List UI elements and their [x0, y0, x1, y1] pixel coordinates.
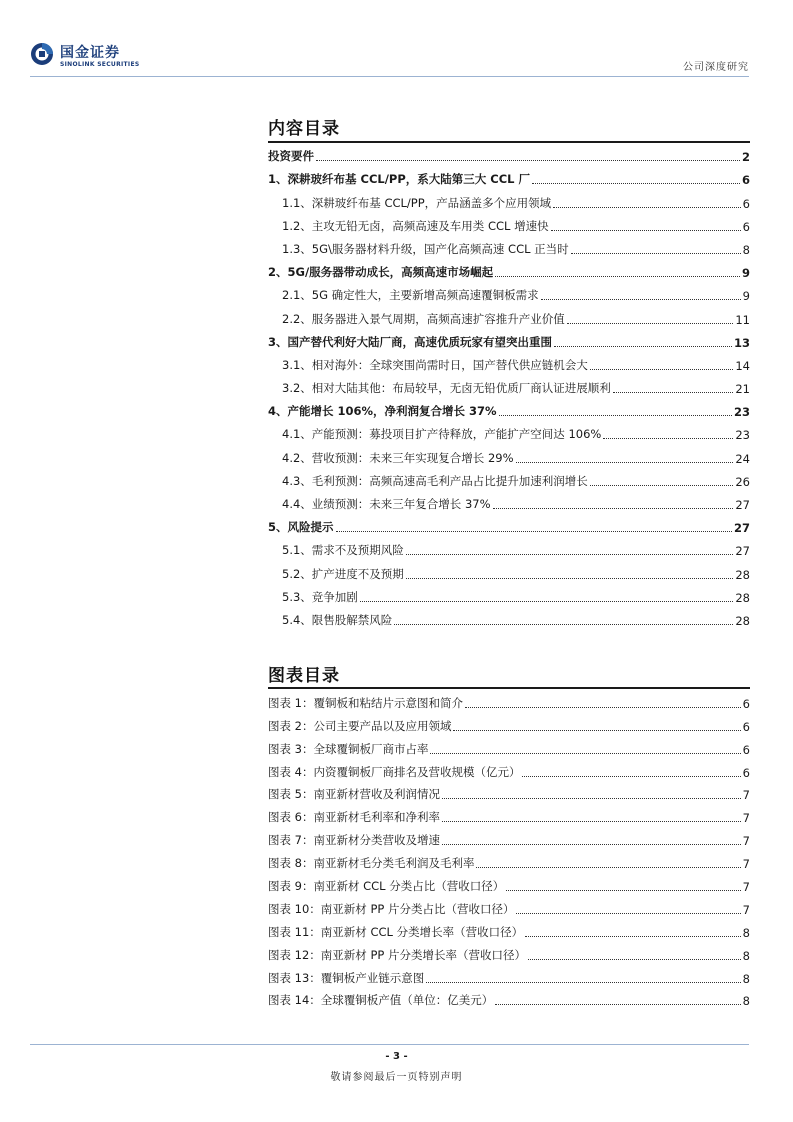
figure-entry[interactable] [268, 850, 750, 873]
figure-entry[interactable] [268, 965, 750, 988]
toc-entry-label: 1、深耕玻纤布基 CCL/PP，系大陆第三大 CCL 厂 [268, 172, 530, 187]
figure-entry[interactable] [268, 759, 750, 782]
figure-entry-label: 图表 6：南亚新材毛利率和净利率 [268, 810, 440, 825]
figure-entry-page: 7 [742, 857, 750, 872]
toc-entry[interactable] [268, 444, 750, 467]
figure-entry-label: 图表 14：全球覆铜板产值（单位：亿美元） [268, 993, 494, 1008]
figure-entry[interactable] [268, 804, 750, 827]
dot-leader [590, 368, 734, 370]
toc-entry-label: 2.1、5G 确定性大，主要新增高频高速覆铜板需求 [282, 288, 539, 303]
toc-entry[interactable] [268, 352, 750, 375]
toc-entry-label: 4.4、业绩预测：未来三年复合增长 37% [282, 497, 491, 511]
table-of-contents [268, 143, 750, 630]
toc-entry-label: 3、国产替代利好大陆厂商，高速优质玩家有望突出重围 [268, 334, 552, 349]
toc-entry-page: 28 [735, 590, 750, 605]
figure-entry-page: 7 [742, 902, 750, 917]
toc-entry-label: 1.3、5G\服务器材料升级，国产化高频高速 CCL 正当时 [282, 241, 569, 256]
dot-leader [426, 981, 740, 983]
figure-entry-page: 6 [742, 719, 750, 734]
dot-leader [453, 729, 740, 731]
toc-entry-page: 24 [735, 451, 750, 466]
toc-entry-page: 27 [735, 498, 750, 512]
list-of-figures [268, 690, 750, 1010]
dot-leader [522, 775, 740, 777]
toc-entry[interactable] [268, 143, 750, 166]
figure-entry-label: 图表 11：南亚新材 CCL 分类增长率（营收口径） [268, 924, 524, 939]
footer-divider [30, 1044, 749, 1045]
figure-entry-label: 图表 9：南亚新材 CCL 分类占比（营收口径） [268, 879, 505, 894]
toc-entry[interactable] [268, 537, 750, 560]
toc-entry-page: 23 [733, 405, 750, 420]
toc-entry-page: 11 [735, 312, 750, 327]
figure-entry[interactable] [268, 919, 750, 942]
figure-entry-page: 7 [742, 788, 750, 803]
dot-leader [603, 437, 733, 439]
dot-leader [553, 206, 741, 208]
dot-leader [476, 866, 740, 868]
toc-entry[interactable] [268, 398, 750, 421]
figure-entry-label: 图表 5：南亚新材营收及利润情况 [268, 787, 440, 802]
toc-entry-page: 28 [735, 567, 750, 582]
toc-entry-page: 2 [741, 150, 750, 165]
footer-disclaimer: 敬请参阅最后一页特别声明 [330, 1072, 463, 1083]
figure-entry-label: 图表 13：覆铜板产业链示意图 [268, 970, 425, 985]
dot-leader [528, 958, 741, 960]
toc-entry-label: 2、5G/服务器带动成长，高频高速市场崛起 [268, 265, 494, 280]
toc-entry-page: 27 [735, 544, 750, 559]
figure-entry-label: 图表 2：公司主要产品以及应用领域 [268, 718, 452, 733]
figure-entry-page: 7 [742, 811, 750, 826]
figure-entry[interactable] [268, 988, 750, 1011]
toc-entry-page: 6 [741, 173, 750, 188]
toc-entry-page: 26 [735, 474, 750, 489]
toc-entry[interactable] [268, 213, 750, 236]
dot-leader [499, 414, 732, 416]
toc-entry-label: 3.1、相对海外：全球突围尚需时日，国产替代供应链机会大 [282, 357, 588, 372]
logo-mark-icon [30, 42, 54, 66]
toc-entry[interactable] [268, 607, 750, 630]
toc-entry[interactable] [268, 236, 750, 259]
figure-entry-label: 图表 3：全球覆铜板厂商市占率 [268, 741, 429, 756]
figure-entry[interactable] [268, 896, 750, 919]
dot-leader [336, 530, 732, 532]
dot-leader [442, 843, 741, 845]
dot-leader [495, 1003, 740, 1005]
dot-leader [516, 461, 734, 463]
dot-leader [406, 577, 734, 579]
figure-entry[interactable] [268, 690, 750, 713]
toc-entry-page: 27 [733, 521, 750, 536]
figure-entry-page: 6 [742, 742, 750, 757]
figure-entry-label: 图表 10：南亚新材 PP 片分类占比（营收口径） [268, 901, 515, 916]
dot-leader [465, 706, 741, 708]
toc-entry[interactable] [268, 468, 750, 491]
figure-list-title-rule [268, 687, 750, 689]
figure-entry[interactable] [268, 713, 750, 736]
dot-leader [516, 912, 740, 914]
toc-entry-page: 21 [735, 382, 750, 397]
toc-entry-label: 4.2、营收预测：未来三年实现复合增长 29% [282, 450, 514, 465]
figure-entry-label: 图表 1：覆铜板和粘结片示意图和简介 [268, 695, 463, 710]
figure-entry-label: 图表 8：南亚新材毛分类毛利润及毛利率 [268, 856, 475, 871]
dot-leader [613, 391, 734, 393]
toc-title: 内容目录 [268, 119, 340, 139]
toc-entry-page: 28 [735, 613, 750, 628]
figure-entry-page: 6 [742, 696, 750, 711]
toc-entry-page: 6 [742, 196, 750, 211]
dot-leader [493, 507, 734, 509]
dot-leader [541, 298, 741, 300]
dot-leader [506, 889, 740, 891]
logo-english-name: SINOLINK SECURITIES [60, 61, 140, 68]
dot-leader [495, 275, 740, 277]
toc-entry-label: 3.2、相对大陆其他：布局较早，无卤无铅优质厂商认证进展顺利 [282, 381, 611, 396]
toc-entry[interactable] [268, 282, 750, 305]
dot-leader [394, 623, 733, 625]
toc-entry[interactable] [268, 166, 750, 189]
dot-leader [316, 159, 740, 161]
figure-entry-page: 7 [742, 834, 750, 849]
figure-entry-label: 图表 4：内资覆铜板厂商排名及营收规模（亿元） [268, 764, 521, 779]
document-type: 公司深度研究 [683, 62, 749, 73]
toc-entry[interactable] [268, 305, 750, 328]
toc-entry[interactable] [268, 189, 750, 212]
toc-entry[interactable] [268, 560, 750, 583]
toc-entry[interactable] [268, 259, 750, 282]
dot-leader [571, 252, 741, 254]
figure-entry[interactable] [268, 736, 750, 759]
logo-chinese-name: 国金证券 [60, 45, 120, 61]
toc-entry-label: 1.2、主攻无铅无卤，高频高速及车用类 CCL 增速快 [282, 218, 549, 233]
company-logo [30, 42, 190, 76]
toc-entry-page: 9 [741, 266, 750, 281]
toc-entry-label: 4、产能增长 106%，净利润复合增长 37% [268, 404, 497, 419]
figure-entry[interactable] [268, 942, 750, 965]
dot-leader [532, 182, 740, 184]
toc-entry-page: 9 [742, 289, 750, 304]
toc-entry-page: 23 [735, 428, 750, 443]
figure-entry[interactable] [268, 873, 750, 896]
toc-entry-label: 5.1、需求不及预期风险 [282, 543, 404, 558]
toc-entry[interactable] [268, 375, 750, 398]
toc-entry-label: 4.1、产能预测：募投项目扩产待释放，产能扩产空间达 106% [282, 427, 602, 442]
toc-entry-page: 13 [733, 335, 750, 350]
figure-entry-label: 图表 7：南亚新材分类营收及增速 [268, 833, 440, 848]
figure-entry-page: 8 [742, 925, 750, 940]
toc-entry-page: 6 [742, 219, 750, 234]
toc-entry-label: 5.3、竞争加剧 [282, 589, 358, 604]
figure-entry[interactable] [268, 782, 750, 805]
figure-entry-page: 6 [742, 765, 750, 780]
figure-entry-page: 8 [742, 994, 750, 1009]
dot-leader [525, 935, 741, 937]
toc-entry[interactable] [268, 584, 750, 607]
toc-entry-label: 投资要件 [268, 149, 314, 164]
figure-entry-page: 8 [742, 971, 750, 986]
toc-entry[interactable] [268, 421, 750, 444]
dot-leader [590, 484, 734, 486]
figure-entry-page: 7 [742, 880, 750, 895]
figure-entry[interactable] [268, 827, 750, 850]
toc-entry-label: 2.2、服务器进入景气周期，高频高速扩容推升产业价值 [282, 311, 565, 326]
toc-entry-label: 4.3、毛利预测：高频高速高毛利产品占比提升加速利润增长 [282, 473, 588, 488]
page-number: - 3 - [385, 1051, 408, 1062]
toc-entry[interactable] [268, 491, 750, 514]
toc-entry-page: 8 [742, 242, 750, 257]
header-divider [30, 76, 749, 77]
dot-leader [442, 820, 741, 822]
dot-leader [551, 229, 741, 231]
dot-leader [406, 553, 734, 555]
figure-list-title: 图表目录 [268, 666, 340, 686]
toc-entry-label: 1.1、深耕玻纤布基 CCL/PP，产品涵盖多个应用领域 [282, 195, 552, 210]
toc-entry[interactable] [268, 514, 750, 537]
figure-entry-label: 图表 12：南亚新材 PP 片分类增长率（营收口径） [268, 947, 526, 962]
toc-entry-label: 5.2、扩产进度不及预期 [282, 566, 404, 581]
toc-entry-label: 5、风险提示 [268, 520, 334, 535]
dot-leader [554, 345, 732, 347]
toc-entry-page: 14 [735, 358, 750, 373]
toc-entry[interactable] [268, 329, 750, 352]
figure-entry-page: 8 [742, 948, 750, 963]
dot-leader [567, 322, 734, 324]
dot-leader [442, 797, 741, 799]
page-header [0, 0, 793, 80]
toc-entry-label: 5.4、限售股解禁风险 [282, 612, 393, 627]
dot-leader [360, 600, 734, 602]
dot-leader [430, 752, 740, 754]
